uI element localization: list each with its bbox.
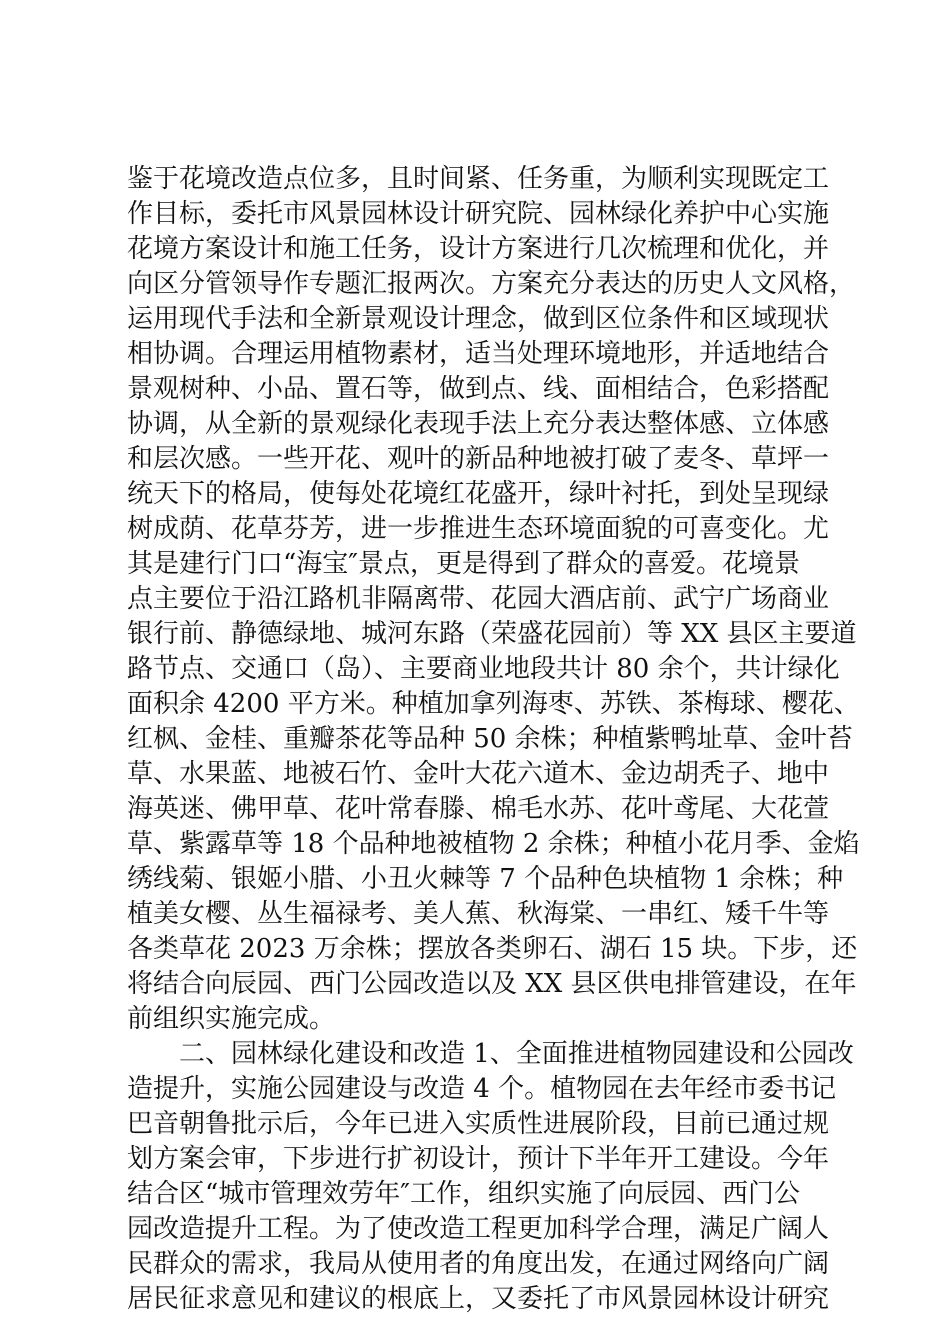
text-line: 协调，从全新的景观绿化表现手法上充分表达整体感、立体感 [127, 409, 830, 439]
text-line: 花境方案设计和施工任务，设计方案进行几次梳理和优化，并 [127, 234, 830, 264]
text-line: 向区分管领导作专题汇报两次。方案充分表达的历史人文风格， [127, 269, 856, 299]
text-line: 景观树种、小品、置石等，做到点、线、面相结合，色彩搭配 [127, 374, 830, 404]
text-line: 路节点、交通口（岛）、主要商业地段共计 80 余个，共计绿化 [127, 654, 840, 684]
text-line: 各类草花 2023 万余株；摆放各类卵石、湖石 15 块。下步，还 [127, 934, 858, 964]
text-line: 运用现代手法和全新景观设计理念，做到区位条件和区域现状 [127, 304, 830, 334]
text-line: 红枫、金桂、重瓣茶花等品种 50 余株；种植紫鸭址草、金叶苔 [127, 724, 853, 754]
text-line: 居民征求意见和建议的根底上，又委托了市风景园林设计研究 [127, 1284, 830, 1314]
text-line: 前组织实施完成。 [127, 1004, 336, 1034]
text-line: 结合区“城市管理效劳年″工作，组织实施了向辰园、西门公 [127, 1179, 801, 1209]
text-line: 银行前、静德绿地、城河东路（荣盛花园前）等 XX 县区主要道 [127, 619, 857, 649]
text-line: 统天下的格局，使每处花境红花盛开，绿叶衬托，到处呈现绿 [127, 479, 830, 509]
text-line: 绣线菊、银姬小腊、小丑火棘等 7 个品种色块植物 1 余株；种 [127, 864, 844, 894]
text-line: 划方案会审，下步进行扩初设计，预计下半年开工建设。今年 [127, 1144, 830, 1174]
text-line: 将结合向辰园、西门公园改造以及 XX 县区供电排管建设，在年 [127, 969, 857, 999]
text-line: 海英迷、佛甲草、花叶常春滕、棉毛水苏、花叶鸢尾、大花萱 [127, 794, 830, 824]
text-line: 面积余 4200 平方米。种植加拿列海枣、苏铁、茶梅球、樱花、 [127, 689, 860, 719]
text-line: 巴音朝鲁批示后，今年已进入实质性进展阶段，目前已通过规 [127, 1109, 830, 1139]
text-line: 园改造提升工程。为了使改造工程更加科学合理，满足广阔人 [127, 1214, 830, 1244]
text-line: 植美女樱、丛生福禄考、美人蕉、秋海棠、一串红、矮千牛等 [127, 899, 830, 929]
text-line: 树成荫、花草芬芳，进一步推进生态环境面貌的可喜变化。尤 [127, 514, 830, 544]
text-line: 作目标，委托市风景园林设计研究院、园林绿化养护中心实施 [127, 199, 830, 229]
text-line: 和层次感。一些开花、观叶的新品种地被打破了麦冬、草坪一 [127, 444, 830, 474]
text-line: 鉴于花境改造点位多，且时间紧、任务重，为顺利实现既定工 [127, 164, 830, 194]
text-line: 民群众的需求，我局从使用者的角度出发，在通过网络向广阔 [127, 1249, 830, 1279]
text-line: 其是建行门口“海宝″景点，更是得到了群众的喜爱。花境景 [127, 549, 801, 579]
text-line: 草、水果蓝、地被石竹、金叶大花六道木、金边胡秃子、地中 [127, 759, 830, 789]
text-line: 相协调。合理运用植物素材，适当处理环境地形，并适地结合 [127, 339, 830, 369]
section-heading-line: 二、园林绿化建设和改造 1、全面推进植物园建设和公园改 [179, 1039, 854, 1069]
document-body [127, 162, 860, 1317]
text-line: 草、紫露草等 18 个品种地被植物 2 余株；种植小花月季、金焰 [127, 829, 860, 859]
text-line: 点主要位于沿江路机非隔离带、花园大酒店前、武宁广场商业 [127, 584, 830, 614]
text-line: 造提升，实施公园建设与改造 4 个。植物园在去年经市委书记 [127, 1074, 837, 1104]
